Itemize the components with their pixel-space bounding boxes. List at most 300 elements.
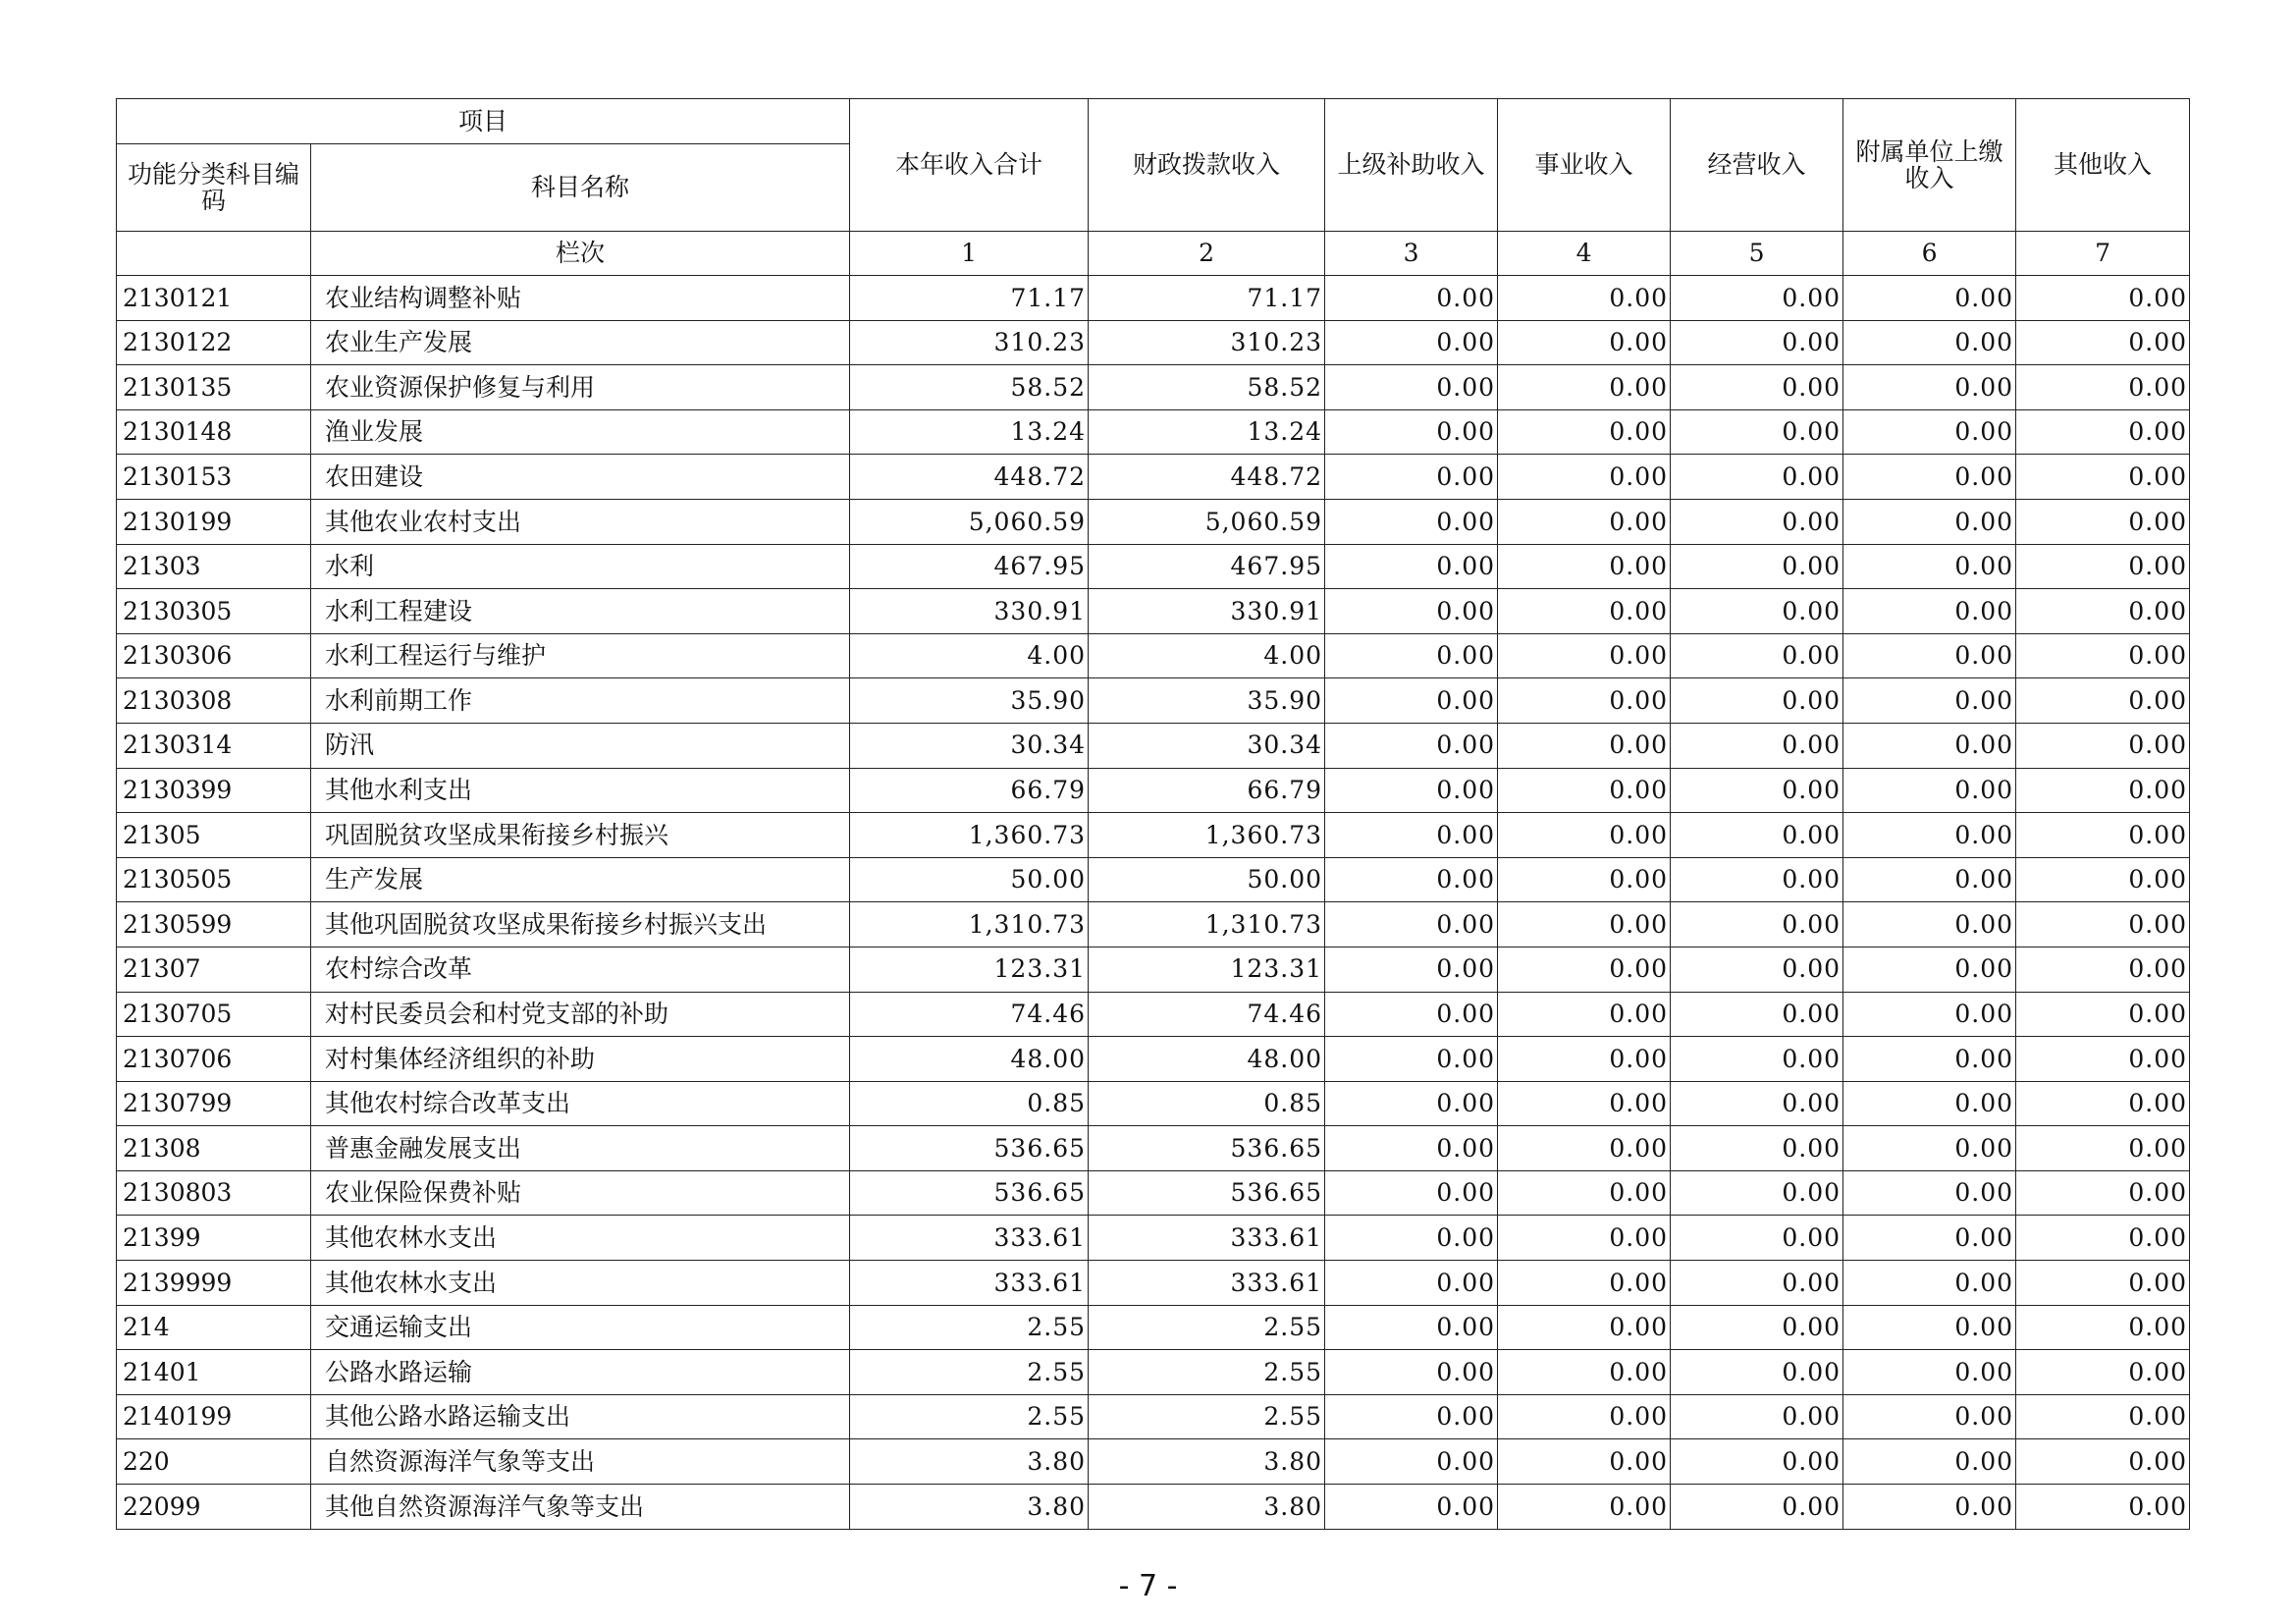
- cell-value: 0.00: [1671, 589, 1843, 634]
- header-col-total: 本年收入合计: [850, 99, 1089, 232]
- cell-value: 0.00: [1325, 723, 1498, 768]
- table-row: [117, 276, 2190, 321]
- cell-name: 其他农村综合改革支出: [311, 1081, 850, 1126]
- cell-value: 0.00: [1325, 409, 1498, 455]
- cell-code: 21305: [117, 813, 311, 858]
- cell-value: 310.23: [850, 320, 1089, 365]
- cell-value: 0.00: [2016, 768, 2190, 813]
- cell-value: 0.00: [2016, 947, 2190, 992]
- cell-code: 2130505: [117, 857, 311, 902]
- cell-value: 58.52: [850, 365, 1089, 410]
- cell-name: 农田建设: [311, 455, 850, 500]
- cell-value: 0.00: [1843, 1350, 2016, 1395]
- cell-value: 0.00: [2016, 902, 2190, 947]
- cell-value: 330.91: [1089, 589, 1325, 634]
- cell-value: 0.00: [1498, 857, 1671, 902]
- cell-value: 0.00: [1498, 589, 1671, 634]
- cell-value: 0.00: [2016, 499, 2190, 544]
- cell-value: 0.00: [1498, 678, 1671, 724]
- cell-name: 农业结构调整补贴: [311, 276, 850, 321]
- cell-code: 21399: [117, 1216, 311, 1261]
- cell-value: 0.00: [2016, 365, 2190, 410]
- cell-name: 水利工程运行与维护: [311, 633, 850, 678]
- cell-value: 0.00: [1498, 1439, 1671, 1485]
- cell-value: 0.00: [1498, 633, 1671, 678]
- cell-value: 0.00: [1843, 365, 2016, 410]
- cell-value: 0.00: [2016, 455, 2190, 500]
- cell-value: 0.00: [1498, 1170, 1671, 1216]
- cell-code: 2130148: [117, 409, 311, 455]
- cell-code: 21303: [117, 544, 311, 589]
- cell-value: 0.00: [1325, 678, 1498, 724]
- cell-value: 2.55: [1089, 1305, 1325, 1350]
- cell-value: 1,360.73: [1089, 813, 1325, 858]
- cell-value: 0.00: [1498, 365, 1671, 410]
- cell-value: 448.72: [1089, 455, 1325, 500]
- cell-value: 0.00: [1498, 320, 1671, 365]
- cell-value: 123.31: [850, 947, 1089, 992]
- cell-value: 74.46: [1089, 992, 1325, 1037]
- cell-value: 448.72: [850, 455, 1089, 500]
- cell-value: 0.00: [1498, 1261, 1671, 1306]
- cell-value: 333.61: [850, 1216, 1089, 1261]
- cell-value: 0.00: [1671, 813, 1843, 858]
- table-row: [117, 1350, 2190, 1395]
- table-row: [117, 1394, 2190, 1439]
- table-row: [117, 723, 2190, 768]
- cell-value: 0.00: [1671, 857, 1843, 902]
- cell-code: 2130153: [117, 455, 311, 500]
- cell-value: 0.00: [1843, 723, 2016, 768]
- cell-name: 农业保险保费补贴: [311, 1170, 850, 1216]
- header-index-4: 4: [1498, 232, 1671, 276]
- cell-value: 4.00: [850, 633, 1089, 678]
- cell-value: 0.00: [1843, 1037, 2016, 1082]
- cell-code: 2130121: [117, 276, 311, 321]
- cell-value: 0.00: [1843, 947, 2016, 992]
- cell-value: 0.00: [1498, 768, 1671, 813]
- table-body: [117, 276, 2190, 1530]
- cell-value: 2.55: [1089, 1350, 1325, 1395]
- cell-value: 0.00: [1325, 902, 1498, 947]
- cell-value: 0.00: [1671, 1394, 1843, 1439]
- cell-value: 71.17: [1089, 276, 1325, 321]
- cell-value: 2.55: [850, 1305, 1089, 1350]
- cell-value: 0.00: [1671, 1170, 1843, 1216]
- header-index-6: 6: [1843, 232, 2016, 276]
- cell-value: 0.00: [2016, 633, 2190, 678]
- cell-code: 2130306: [117, 633, 311, 678]
- cell-value: 0.00: [2016, 1485, 2190, 1530]
- cell-value: 0.00: [2016, 589, 2190, 634]
- cell-value: 123.31: [1089, 947, 1325, 992]
- header-col-superior: 上级补助收入: [1325, 99, 1498, 232]
- cell-value: 0.00: [1843, 768, 2016, 813]
- cell-name: 自然资源海洋气象等支出: [311, 1439, 850, 1485]
- cell-value: 330.91: [850, 589, 1089, 634]
- cell-value: 0.00: [1325, 813, 1498, 858]
- table-row: [117, 589, 2190, 634]
- cell-value: 0.00: [1671, 1037, 1843, 1082]
- cell-value: 0.00: [1498, 992, 1671, 1037]
- cell-value: 0.00: [1325, 365, 1498, 410]
- cell-value: 0.00: [1843, 992, 2016, 1037]
- cell-code: 2130308: [117, 678, 311, 724]
- cell-code: 2130122: [117, 320, 311, 365]
- table-row: [117, 902, 2190, 947]
- cell-value: 0.00: [1325, 276, 1498, 321]
- cell-name: 水利工程建设: [311, 589, 850, 634]
- cell-name: 其他农业农村支出: [311, 499, 850, 544]
- cell-value: 0.00: [1671, 723, 1843, 768]
- cell-value: 0.00: [1498, 455, 1671, 500]
- cell-value: 0.00: [1843, 499, 2016, 544]
- cell-value: 13.24: [1089, 409, 1325, 455]
- cell-value: 0.00: [2016, 1261, 2190, 1306]
- cell-value: 333.61: [1089, 1261, 1325, 1306]
- header-col-operating: 经营收入: [1671, 99, 1843, 232]
- cell-value: 0.00: [1843, 455, 2016, 500]
- cell-value: 0.00: [1498, 1126, 1671, 1171]
- cell-value: 0.00: [2016, 1350, 2190, 1395]
- cell-name: 对村民委员会和村党支部的补助: [311, 992, 850, 1037]
- header-col-fiscal: 财政拨款收入: [1089, 99, 1325, 232]
- cell-value: 0.00: [1498, 1216, 1671, 1261]
- cell-value: 0.00: [1325, 947, 1498, 992]
- cell-value: 0.00: [2016, 723, 2190, 768]
- cell-value: 66.79: [850, 768, 1089, 813]
- cell-value: 2.55: [850, 1394, 1089, 1439]
- cell-value: 0.00: [2016, 1216, 2190, 1261]
- cell-value: 4.00: [1089, 633, 1325, 678]
- cell-value: 0.00: [1325, 1394, 1498, 1439]
- cell-value: 0.00: [1325, 1350, 1498, 1395]
- cell-value: 35.90: [850, 678, 1089, 724]
- table-row: [117, 992, 2190, 1037]
- cell-value: 536.65: [1089, 1170, 1325, 1216]
- cell-value: 0.00: [1843, 1439, 2016, 1485]
- cell-name: 巩固脱贫攻坚成果衔接乡村振兴: [311, 813, 850, 858]
- cell-value: 0.00: [1843, 1081, 2016, 1126]
- cell-name: 其他公路水路运输支出: [311, 1394, 850, 1439]
- cell-code: 2140199: [117, 1394, 311, 1439]
- cell-value: 0.00: [1325, 633, 1498, 678]
- header-index-1: 1: [850, 232, 1089, 276]
- cell-name: 渔业发展: [311, 409, 850, 455]
- cell-value: 0.00: [1671, 1126, 1843, 1171]
- cell-value: 3.80: [850, 1439, 1089, 1485]
- cell-value: 0.00: [1325, 455, 1498, 500]
- table-row: [117, 1439, 2190, 1485]
- cell-code: 21401: [117, 1350, 311, 1395]
- table-row: [117, 1485, 2190, 1530]
- cell-value: 0.00: [1498, 1350, 1671, 1395]
- table-row: [117, 499, 2190, 544]
- cell-value: 1,310.73: [1089, 902, 1325, 947]
- header-index-5: 5: [1671, 232, 1843, 276]
- cell-value: 0.00: [1325, 320, 1498, 365]
- cell-value: 0.00: [1671, 320, 1843, 365]
- cell-value: 0.00: [2016, 857, 2190, 902]
- cell-code: 2130305: [117, 589, 311, 634]
- cell-value: 536.65: [850, 1126, 1089, 1171]
- cell-value: 0.00: [1325, 1170, 1498, 1216]
- cell-value: 310.23: [1089, 320, 1325, 365]
- cell-value: 0.00: [1843, 813, 2016, 858]
- cell-value: 0.00: [1325, 992, 1498, 1037]
- cell-value: 0.00: [1498, 499, 1671, 544]
- cell-code: 214: [117, 1305, 311, 1350]
- cell-value: 2.55: [1089, 1394, 1325, 1439]
- cell-name: 其他巩固脱贫攻坚成果衔接乡村振兴支出: [311, 902, 850, 947]
- cell-value: 0.00: [1325, 1305, 1498, 1350]
- header-col-business: 事业收入: [1498, 99, 1671, 232]
- cell-code: 22099: [117, 1485, 311, 1530]
- header-col-affiliate: 附属单位上缴收入: [1843, 99, 2016, 232]
- cell-value: 467.95: [1089, 544, 1325, 589]
- cell-value: 0.00: [2016, 1081, 2190, 1126]
- cell-value: 0.85: [850, 1081, 1089, 1126]
- cell-value: 0.00: [1671, 1350, 1843, 1395]
- cell-value: 71.17: [850, 276, 1089, 321]
- cell-name: 对村集体经济组织的补助: [311, 1037, 850, 1082]
- cell-value: 0.00: [1843, 589, 2016, 634]
- cell-name: 农村综合改革: [311, 947, 850, 992]
- cell-name: 普惠金融发展支出: [311, 1126, 850, 1171]
- cell-value: 13.24: [850, 409, 1089, 455]
- cell-value: 30.34: [850, 723, 1089, 768]
- cell-value: 0.00: [2016, 544, 2190, 589]
- cell-value: 0.00: [2016, 992, 2190, 1037]
- table-row: [117, 544, 2190, 589]
- cell-value: 0.00: [2016, 813, 2190, 858]
- cell-value: 0.00: [1843, 1394, 2016, 1439]
- cell-value: 0.00: [1498, 947, 1671, 992]
- cell-value: 1,360.73: [850, 813, 1089, 858]
- cell-code: 2130314: [117, 723, 311, 768]
- cell-code: 2130399: [117, 768, 311, 813]
- cell-value: 0.00: [1671, 678, 1843, 724]
- table-row: [117, 1305, 2190, 1350]
- income-table: [116, 98, 2190, 1530]
- cell-value: 48.00: [850, 1037, 1089, 1082]
- cell-value: 0.00: [2016, 1305, 2190, 1350]
- cell-value: 536.65: [1089, 1126, 1325, 1171]
- cell-value: 0.00: [1671, 544, 1843, 589]
- cell-value: 0.00: [1843, 1305, 2016, 1350]
- cell-value: 50.00: [850, 857, 1089, 902]
- cell-value: 0.00: [1325, 857, 1498, 902]
- table-row: [117, 1170, 2190, 1216]
- table-row: [117, 857, 2190, 902]
- header-row-index: [117, 232, 2190, 276]
- cell-code: 2130599: [117, 902, 311, 947]
- cell-code: 2130799: [117, 1081, 311, 1126]
- cell-value: 0.00: [1671, 455, 1843, 500]
- cell-value: 3.80: [1089, 1485, 1325, 1530]
- cell-value: 0.00: [1498, 723, 1671, 768]
- cell-value: 0.00: [1671, 1305, 1843, 1350]
- cell-value: 0.00: [2016, 678, 2190, 724]
- cell-value: 0.00: [1325, 1216, 1498, 1261]
- cell-value: 1,310.73: [850, 902, 1089, 947]
- table-row: [117, 455, 2190, 500]
- cell-value: 0.00: [1498, 902, 1671, 947]
- cell-code: 2130199: [117, 499, 311, 544]
- cell-value: 0.00: [1843, 320, 2016, 365]
- table-row: [117, 768, 2190, 813]
- cell-value: 0.00: [1325, 768, 1498, 813]
- cell-value: 0.00: [1843, 678, 2016, 724]
- cell-code: 2130803: [117, 1170, 311, 1216]
- cell-value: 0.00: [1671, 1439, 1843, 1485]
- cell-value: 0.00: [1843, 1261, 2016, 1306]
- cell-value: 467.95: [850, 544, 1089, 589]
- table-row: [117, 1216, 2190, 1261]
- cell-name: 交通运输支出: [311, 1305, 850, 1350]
- cell-value: 0.00: [2016, 1126, 2190, 1171]
- table-row: [117, 633, 2190, 678]
- header-col-other: 其他收入: [2016, 99, 2190, 232]
- table-row: [117, 320, 2190, 365]
- cell-value: 0.00: [1671, 276, 1843, 321]
- cell-value: 0.00: [1843, 1126, 2016, 1171]
- page-number: - 7 -: [1118, 1569, 1178, 1603]
- header-index-label: 栏次: [311, 232, 850, 276]
- cell-value: 58.52: [1089, 365, 1325, 410]
- cell-value: 0.00: [1671, 947, 1843, 992]
- cell-value: 0.00: [1671, 902, 1843, 947]
- cell-value: 333.61: [850, 1261, 1089, 1306]
- cell-value: 536.65: [850, 1170, 1089, 1216]
- cell-code: 2130706: [117, 1037, 311, 1082]
- table-row: [117, 1261, 2190, 1306]
- cell-value: 0.00: [1843, 857, 2016, 902]
- cell-value: 0.00: [1498, 544, 1671, 589]
- cell-value: 0.00: [1671, 1081, 1843, 1126]
- cell-value: 0.00: [1843, 544, 2016, 589]
- cell-value: 0.00: [1843, 1485, 2016, 1530]
- table-row: [117, 678, 2190, 724]
- cell-value: 66.79: [1089, 768, 1325, 813]
- cell-value: 0.00: [2016, 276, 2190, 321]
- cell-code: 2139999: [117, 1261, 311, 1306]
- cell-value: 0.00: [1843, 1170, 2016, 1216]
- table-row: [117, 1126, 2190, 1171]
- cell-value: 30.34: [1089, 723, 1325, 768]
- cell-value: 0.00: [1498, 1037, 1671, 1082]
- table-row: [117, 1081, 2190, 1126]
- cell-value: 0.00: [1671, 1261, 1843, 1306]
- cell-name: 其他农林水支出: [311, 1216, 850, 1261]
- cell-code: 21308: [117, 1126, 311, 1171]
- cell-value: 35.90: [1089, 678, 1325, 724]
- cell-value: 0.00: [1843, 276, 2016, 321]
- cell-value: 0.00: [1843, 633, 2016, 678]
- cell-name: 水利前期工作: [311, 678, 850, 724]
- cell-value: 0.00: [1498, 1485, 1671, 1530]
- cell-value: 0.00: [1671, 992, 1843, 1037]
- cell-value: 0.00: [1325, 544, 1498, 589]
- cell-value: 0.00: [2016, 1394, 2190, 1439]
- cell-value: 0.00: [2016, 1037, 2190, 1082]
- cell-value: 3.80: [850, 1485, 1089, 1530]
- cell-value: 0.00: [1671, 409, 1843, 455]
- cell-value: 0.00: [1671, 768, 1843, 813]
- cell-name: 公路水路运输: [311, 1350, 850, 1395]
- cell-value: 0.00: [1498, 409, 1671, 455]
- cell-value: 0.00: [1498, 813, 1671, 858]
- cell-code: 220: [117, 1439, 311, 1485]
- header-item: 项目: [117, 99, 850, 144]
- cell-value: 0.00: [1843, 1216, 2016, 1261]
- header-index-2: 2: [1089, 232, 1325, 276]
- cell-value: 5,060.59: [1089, 499, 1325, 544]
- cell-value: 0.85: [1089, 1081, 1325, 1126]
- cell-value: 0.00: [1325, 1261, 1498, 1306]
- cell-value: 0.00: [1325, 1439, 1498, 1485]
- table-row: [117, 365, 2190, 410]
- cell-value: 0.00: [2016, 1170, 2190, 1216]
- cell-value: 0.00: [2016, 409, 2190, 455]
- cell-value: 0.00: [1325, 1037, 1498, 1082]
- cell-value: 0.00: [1671, 365, 1843, 410]
- cell-code: 2130135: [117, 365, 311, 410]
- cell-value: 0.00: [1843, 902, 2016, 947]
- cell-value: 0.00: [1498, 1394, 1671, 1439]
- cell-name: 防汛: [311, 723, 850, 768]
- cell-value: 3.80: [1089, 1439, 1325, 1485]
- cell-value: 0.00: [1671, 1485, 1843, 1530]
- table-row: [117, 813, 2190, 858]
- header-index-blank: [117, 232, 311, 276]
- cell-value: 50.00: [1089, 857, 1325, 902]
- header-row-item: [117, 99, 2190, 144]
- cell-name: 农业生产发展: [311, 320, 850, 365]
- cell-name: 其他农林水支出: [311, 1261, 850, 1306]
- cell-name: 生产发展: [311, 857, 850, 902]
- cell-value: 2.55: [850, 1350, 1089, 1395]
- cell-value: 0.00: [1498, 1305, 1671, 1350]
- cell-value: 0.00: [1325, 1485, 1498, 1530]
- cell-value: 0.00: [2016, 1439, 2190, 1485]
- cell-value: 0.00: [1498, 1081, 1671, 1126]
- cell-value: 74.46: [850, 992, 1089, 1037]
- header-code: 功能分类科目编码: [117, 144, 311, 232]
- cell-value: 0.00: [1325, 1081, 1498, 1126]
- cell-value: 0.00: [1671, 499, 1843, 544]
- cell-value: 0.00: [1325, 499, 1498, 544]
- table-row: [117, 947, 2190, 992]
- cell-name: 农业资源保护修复与利用: [311, 365, 850, 410]
- cell-value: 0.00: [1325, 589, 1498, 634]
- cell-code: 21307: [117, 947, 311, 992]
- cell-name: 水利: [311, 544, 850, 589]
- cell-value: 0.00: [1325, 1126, 1498, 1171]
- table-row: [117, 1037, 2190, 1082]
- cell-value: 0.00: [1671, 633, 1843, 678]
- cell-value: 48.00: [1089, 1037, 1325, 1082]
- table-row: [117, 409, 2190, 455]
- cell-value: 0.00: [2016, 320, 2190, 365]
- cell-code: 2130705: [117, 992, 311, 1037]
- header-name: 科目名称: [311, 144, 850, 232]
- header-index-7: 7: [2016, 232, 2190, 276]
- cell-value: 0.00: [1843, 409, 2016, 455]
- cell-value: 0.00: [1671, 1216, 1843, 1261]
- cell-value: 0.00: [1498, 276, 1671, 321]
- cell-value: 5,060.59: [850, 499, 1089, 544]
